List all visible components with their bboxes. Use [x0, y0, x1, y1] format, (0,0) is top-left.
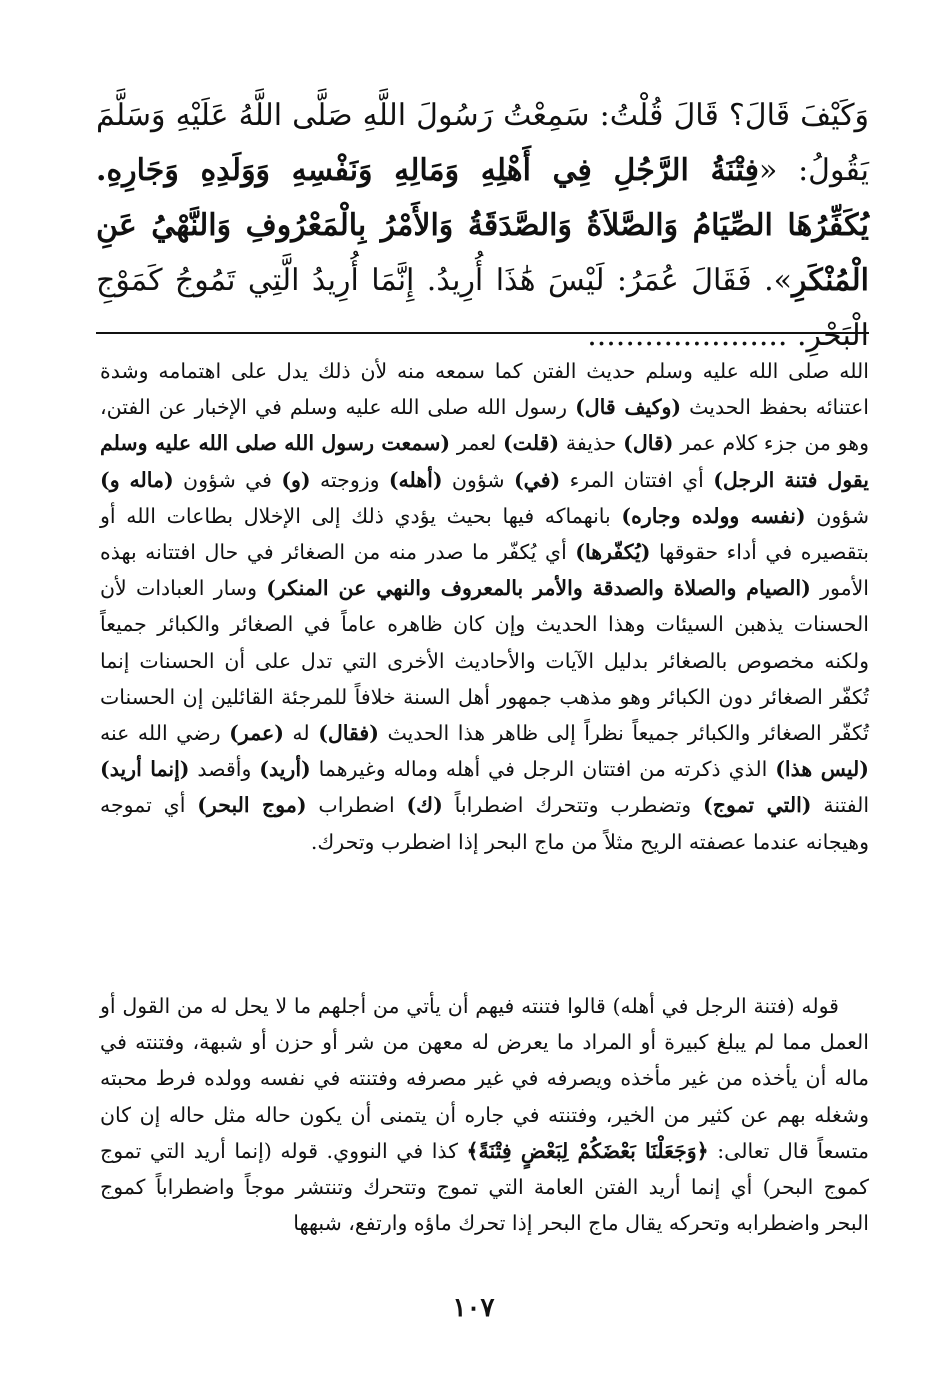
commentary-text: شؤون	[442, 467, 514, 492]
commentary-text: لعمر	[450, 431, 503, 456]
commentary-text: رسول الله صلى الله عليه وسلم في الإخبار عن الفتن، وهو من جزء كلام عمر	[100, 395, 869, 456]
commentary-text: وأقصد	[189, 757, 260, 782]
hadith-bold-text: فِتْنَةُ الرَّجُلِ فِي أَهْلِهِ وَمَالِهِ وَنَفْسِهِ وَوَلَدِهِ وَجَارِهِ. يُكَفِّرُهَا الصِّيَامُ وَالصَّلاَةُ وَالصَّدَقَةُ وَالأَمْرُ بِالْمَعْرُوفِ وَالنَّهْيُ عَنِ الْمُنْكَرِ	[96, 153, 869, 298]
commentary-quoted-term: (الصيام والصلاة والصدقة والأمر بالمعروف والنهي عن المنكر)	[266, 576, 811, 601]
page-number: ١٠٧	[452, 1293, 495, 1323]
separator-rule	[96, 332, 869, 334]
hadith-ellipsis: .....................	[587, 318, 788, 353]
commentary-paragraph	[100, 353, 869, 860]
commentary-text: وزوجته	[310, 467, 389, 492]
commentary-quoted-term: (يُكفّرها)	[575, 540, 651, 565]
commentary-text: أي افتتان المرء	[560, 467, 714, 492]
commentary-text: له	[283, 721, 319, 746]
commentary-text: الله صلى الله عليه وسلم حديث الفتن كما سمعه منه لأن ذلك يدل على اهتمامه وشدة اعتنائه بحفظ الحديث	[100, 359, 869, 420]
commentary-text: أي تموجه وهيجانه عندما عصفته الريح مثلاً من ماج البحر إذا اضطرب وتحرك.	[100, 793, 869, 854]
commentary-quoted-term: (موج البحر)	[197, 793, 307, 818]
commentary-quoted-term: (سمعت رسول الله صلى الله عليه وسلم يقول فتنة الرجل)	[100, 431, 869, 492]
commentary-text: الفتنة	[811, 793, 870, 818]
footnote-text-before: قوله (فتنة الرجل في أهله) قالوا فتنته فيهم أن يأتي من أجلهم ما لا يحل له من القول أو العمل مما لم يبلغ كبيرة أو المراد ما يعرض له معهن من شر أو حزن أو شبهة، وفتنته في ماله أن يأخذه من غير مأخذه ويصرفه في غير مصرفه وفتنته في نفسه وولده فرط محبته وشغله بهم عن كثير من الخير، وفتنته في جاره أن يتمنى أن يكون حاله مثل حاله إن كان متسعاً قال تعالى:	[100, 994, 869, 1163]
commentary-quoted-term: (نفسه وولده وجاره)	[621, 503, 806, 528]
commentary-quoted-term: (إنما أريد)	[100, 757, 190, 782]
commentary-quoted-term: (ك)	[406, 793, 443, 818]
commentary-text: وتضطرب وتتحرك اضطراباً	[442, 793, 704, 818]
commentary-quoted-term: (في)	[513, 467, 561, 492]
commentary-text: الذي ذكرته من افتتان الرجل في أهله وماله وغيرهما	[310, 757, 776, 782]
commentary-text: اضطراب	[306, 793, 407, 818]
commentary-quoted-term: (ليس هذا)	[775, 757, 869, 782]
commentary-text: بانهماكه فيها بحيث يؤدي ذلك إلى الإخلال بطاعات الله أو بتقصيره في أداء حقوقها	[100, 503, 870, 565]
commentary-quoted-term: (قلت)	[502, 431, 560, 456]
commentary-quoted-term: (و)	[281, 467, 311, 492]
commentary-text: وسار العبادات لأن الحسنات يذهبن السيئات وهذا الحديث وإن كان ظاهره عاماً في الصغائر والكبائر جميعاً ولكنه مخصوص بالصغائر بدليل الآيات والأحاديث الأخرى التي تدل على أن الحسنات إنما تُكفّر الصغائر دون الكبائر وهو مذهب جمهور أهل السنة خلافاً للمرجئة القائلين إن الحسنات تُكفّر الصغائر والكبائر جميعاً نظراً إلى ظاهر هذا الحديث	[100, 576, 869, 746]
commentary-quoted-term: (عمر)	[229, 721, 284, 746]
commentary-text: شؤون	[805, 503, 869, 528]
commentary-text: حذيفة	[559, 431, 624, 456]
commentary-quoted-term: (أريد)	[259, 757, 311, 782]
commentary-text: في شؤون	[173, 467, 282, 492]
footnote-paragraph	[100, 988, 869, 1241]
hadith-intro: وَكَيْفَ قَالَ؟ قَالَ قُلْتُ: سَمِعْتُ رَسُولَ اللَّهِ صَلَّى اللَّهُ عَلَيْهِ وَسَلَّمَ يَقُولُ: «	[96, 98, 869, 188]
commentary-text: رضي الله عنه	[100, 721, 230, 746]
commentary-quoted-term: (أهله)	[388, 467, 443, 492]
hadith-text	[96, 88, 869, 363]
commentary-quoted-term: (التي تموج)	[703, 793, 812, 818]
commentary-quoted-term: (فقال)	[318, 721, 379, 746]
hadith-continuation: ». فَقَالَ عُمَرُ: لَيْسَ هَٰذَا أُرِيدُ. إِنَّمَا أُرِيدُ الَّتِي تَمُوجُ كَمَوْجِ الْبَحْرِ.	[96, 263, 869, 353]
commentary-quoted-term: (ماله و)	[100, 467, 174, 492]
quran-verse: ﴿وَجَعَلْنَا بَعْضَكُمْ لِبَعْضٍ فِتْنَةً﴾	[466, 1138, 709, 1163]
commentary-quoted-term: (وكيف قال)	[575, 395, 682, 420]
commentary-quoted-term: (قال)	[623, 431, 674, 456]
footnote-text-after: كذا في النووي. قوله (إنما أريد التي تموج كموج البحر) أي إنما أريد الفتن العامة التي تموج وتتحرك وتنتشر موجاً واضطراباً كموج البحر واضطرابه وتحركه يقال ماج البحر إذا تحرك ماؤه وارتفع، شبهها	[100, 1138, 869, 1236]
commentary-text: أي يُكفّر ما صدر منه من الصغائر في حال افتتانه بهذه الأمور	[100, 540, 869, 601]
